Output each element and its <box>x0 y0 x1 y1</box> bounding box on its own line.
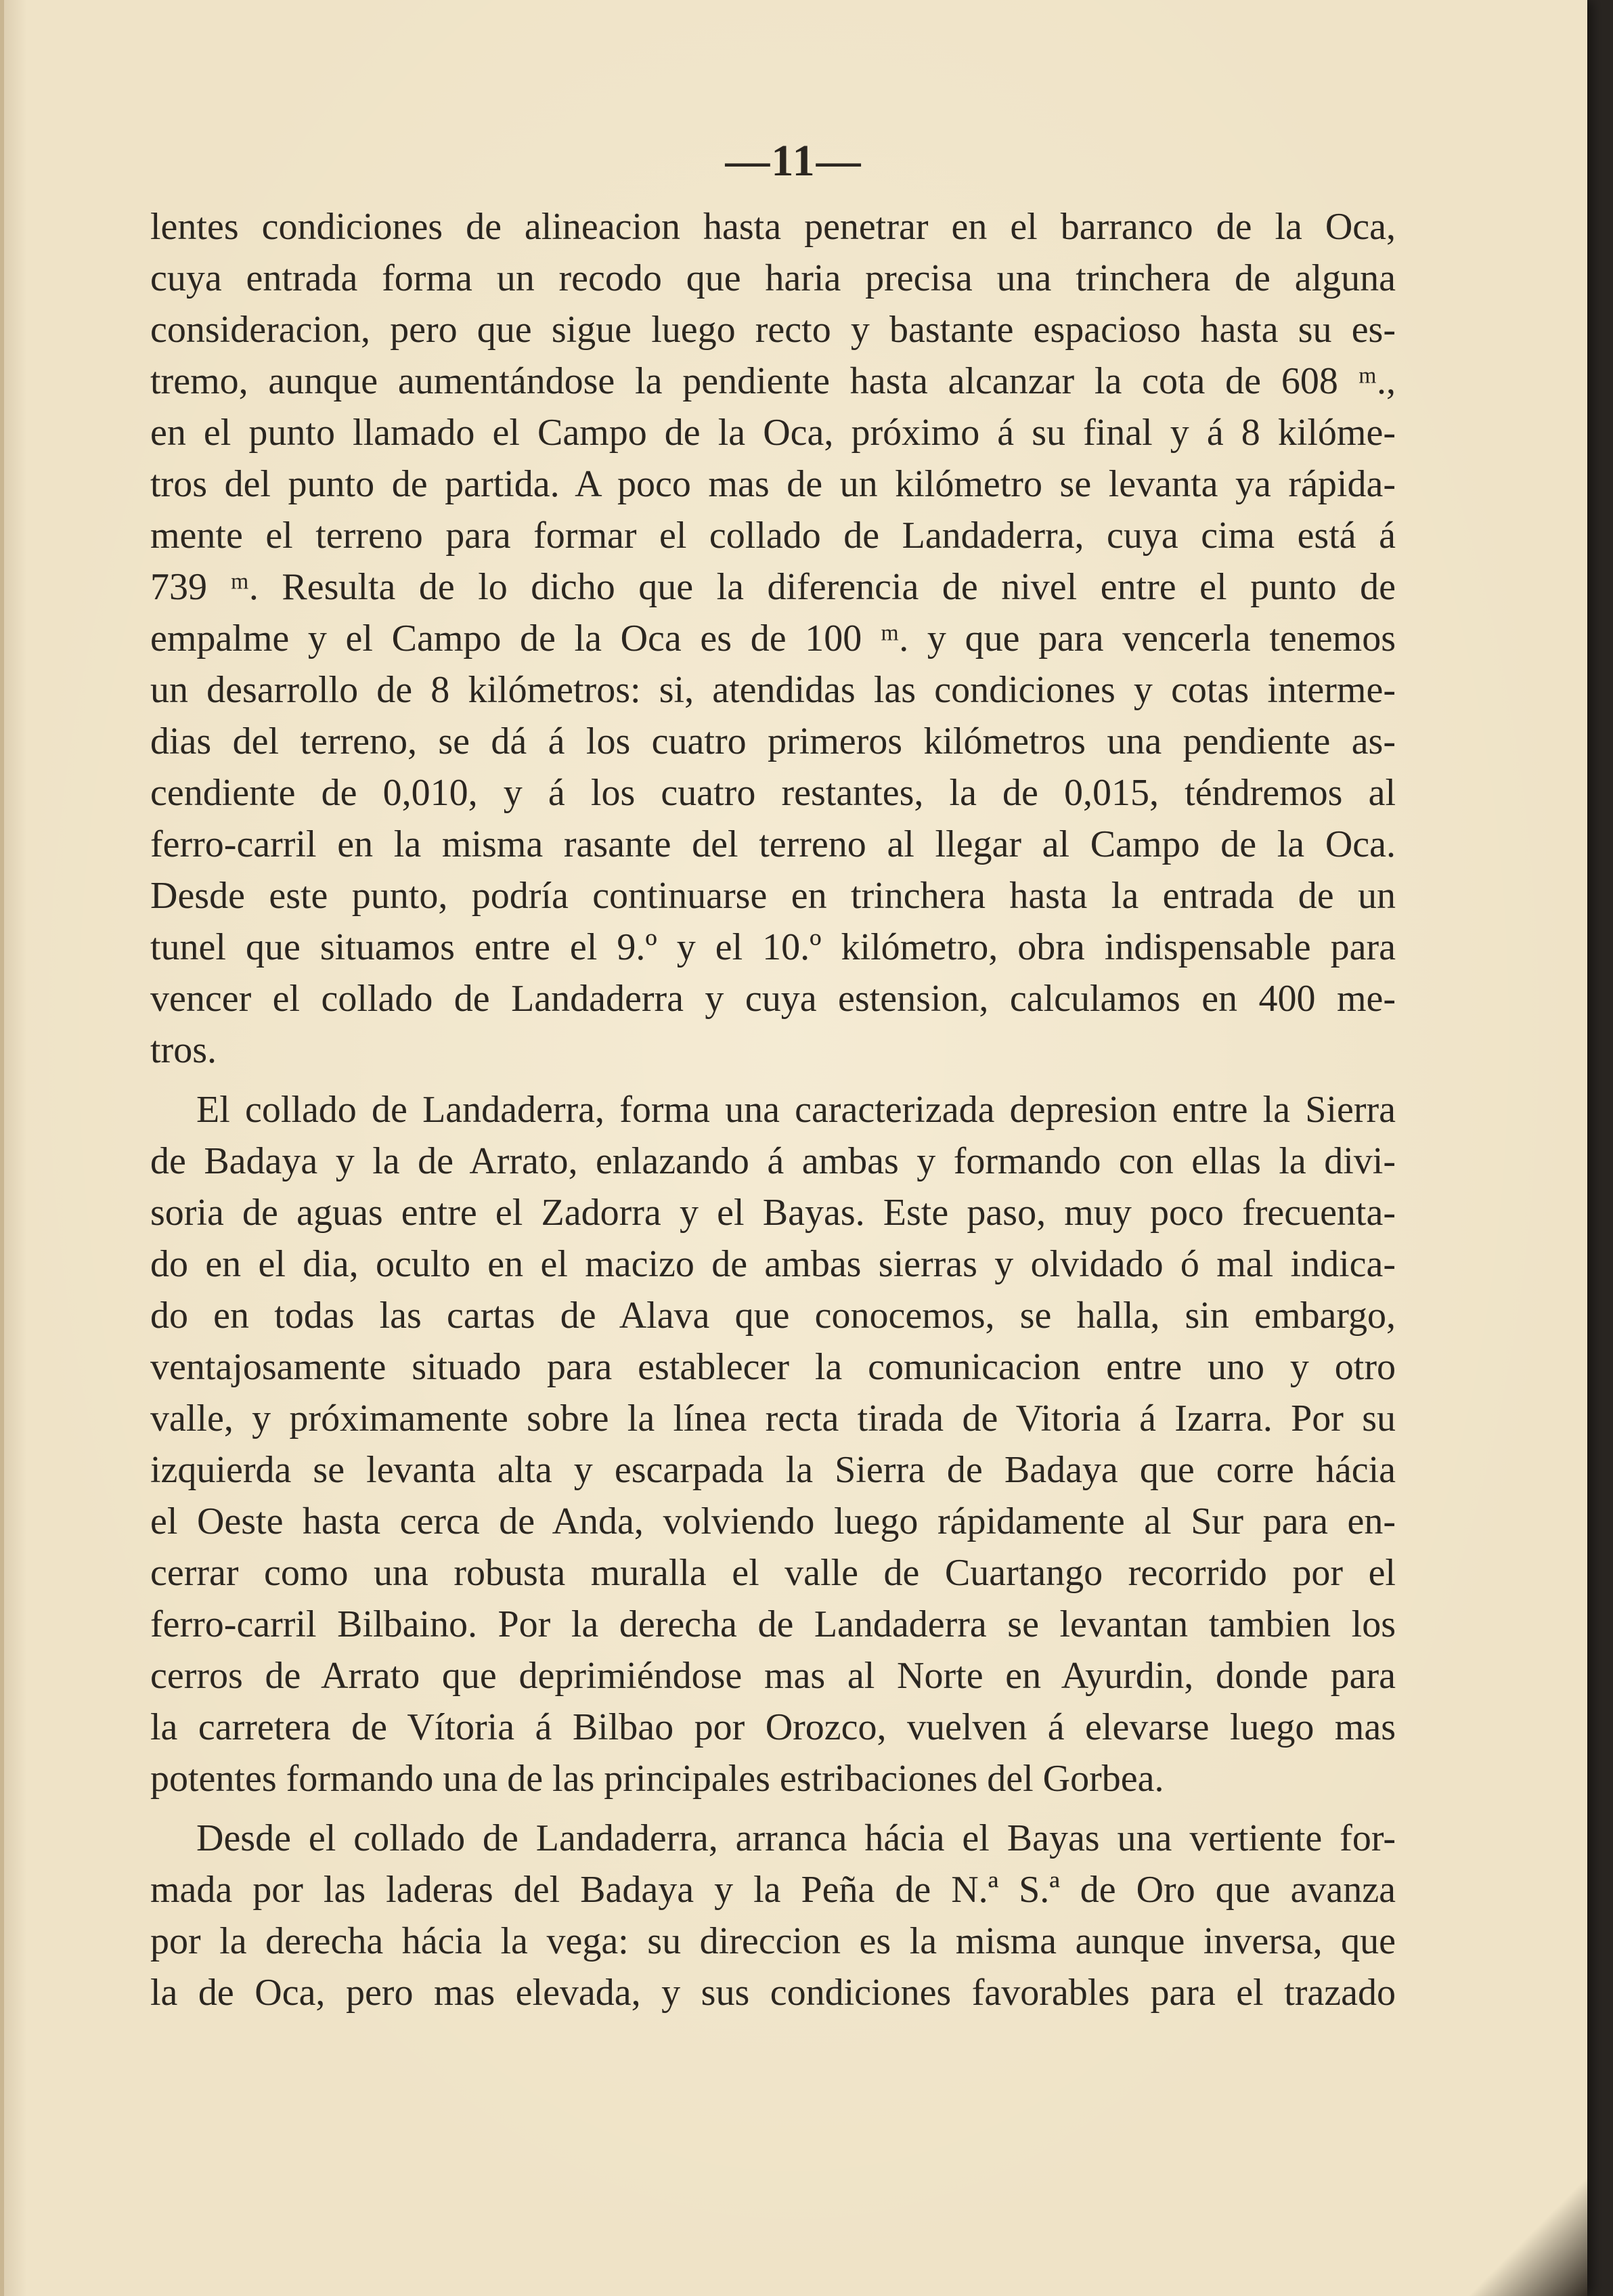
text-line: por la derecha hácia la vega: su direccion es la misma aunque inversa, que <box>150 1920 1396 1962</box>
text-line: empalme y el Campo de la Oca es de 100 ᵐ. y que para vencerla tenemos <box>150 618 1396 659</box>
text-line: potentes formando una de las principales estribaciones del Gorbea. <box>150 1758 1164 1800</box>
text-line: Desde el collado de Landaderra, arranca hácia el Bayas una vertiente for- <box>196 1817 1396 1859</box>
text-line: ventajosamente situado para establecer la comunicacion entre uno y otro <box>150 1346 1396 1388</box>
text-line: en el punto llamado el Campo de la Oca, próximo á su final y á 8 kilóme- <box>150 412 1396 454</box>
text-line: lentes condiciones de alineacion hasta penetrar en el barranco de la Oca, <box>150 206 1396 248</box>
text-line: la carretera de Vítoria á Bilbao por Orozco, vuelven á elevarse luego mas <box>150 1706 1396 1748</box>
text-line: cerrar como una robusta muralla el valle de Cuartango recorrido por el <box>150 1552 1396 1594</box>
text-line: tunel que situamos entre el 9.º y el 10.º kilómetro, obra indispensable para <box>150 926 1396 968</box>
text-line: ferro-carril Bilbaino. Por la derecha de Landaderra se levantan tambien los <box>150 1603 1396 1645</box>
text-line: ferro-carril en la misma rasante del terreno al llegar al Campo de la Oca. <box>150 823 1396 865</box>
text-line: soria de aguas entre el Zadorra y el Bayas. Este paso, muy poco frecuenta- <box>150 1192 1396 1234</box>
text-line: el Oeste hasta cerca de Anda, volviendo luego rápidamente al Sur para en- <box>150 1500 1396 1542</box>
text-line: mada por las laderas del Badaya y la Peña de N.ª S.ª de Oro que avanza <box>150 1869 1396 1911</box>
text-line: tros. <box>150 1029 217 1071</box>
text-line: de Badaya y la de Arrato, enlazando á ambas y formando con ellas la divi- <box>150 1140 1396 1182</box>
text-line: valle, y próximamente sobre la línea recta tirada de Vitoria á Izarra. Por su <box>150 1398 1396 1439</box>
text-line: El collado de Landaderra, forma una caracterizada depresion entre la Sierra <box>196 1089 1396 1131</box>
text-line: cerros de Arrato que deprimiéndose mas al Norte en Ayurdin, donde para <box>150 1655 1396 1697</box>
text-line: Desde este punto, podría continuarse en trinchera hasta la entrada de un <box>150 875 1396 917</box>
text-line: izquierda se levanta alta y escarpada la Sierra de Badaya que corre hácia <box>150 1449 1396 1491</box>
page-number: —11— <box>725 136 862 186</box>
text-line: consideracion, pero que sigue luego recto y bastante espacioso hasta su es- <box>150 309 1396 351</box>
text-line: mente el terreno para formar el collado de Landaderra, cuya cima está á <box>150 515 1396 557</box>
text-line: la de Oca, pero mas elevada, y sus condiciones favorables para el trazado <box>150 1972 1396 2014</box>
text-line: tremo, aunque aumentándose la pendiente hasta alcanzar la cota de 608 ᵐ., <box>150 360 1396 402</box>
text-line: cuya entrada forma un recodo que haria precisa una trinchera de alguna <box>150 257 1396 299</box>
text-line: dias del terreno, se dá á los cuatro primeros kilómetros una pendiente as- <box>150 720 1396 762</box>
text-line: un desarrollo de 8 kilómetros: si, atendidas las condiciones y cotas interme- <box>150 669 1396 711</box>
text-line: do en todas las cartas de Alava que conocemos, se halla, sin embargo, <box>150 1295 1396 1337</box>
text-line: vencer el collado de Landaderra y cuya estension, calculamos en 400 me- <box>150 978 1396 1020</box>
text-line: 739 ᵐ. Resulta de lo dicho que la diferencia de nivel entre el punto de <box>150 566 1396 608</box>
text-line: do en el dia, oculto en el macizo de ambas sierras y olvidado ó mal indica- <box>150 1243 1396 1285</box>
text-line: cendiente de 0,010, y á los cuatro restantes, la de 0,015, téndremos al <box>150 772 1396 814</box>
text-line: tros del punto de partida. A poco mas de un kilómetro se levanta ya rápida- <box>150 463 1396 505</box>
